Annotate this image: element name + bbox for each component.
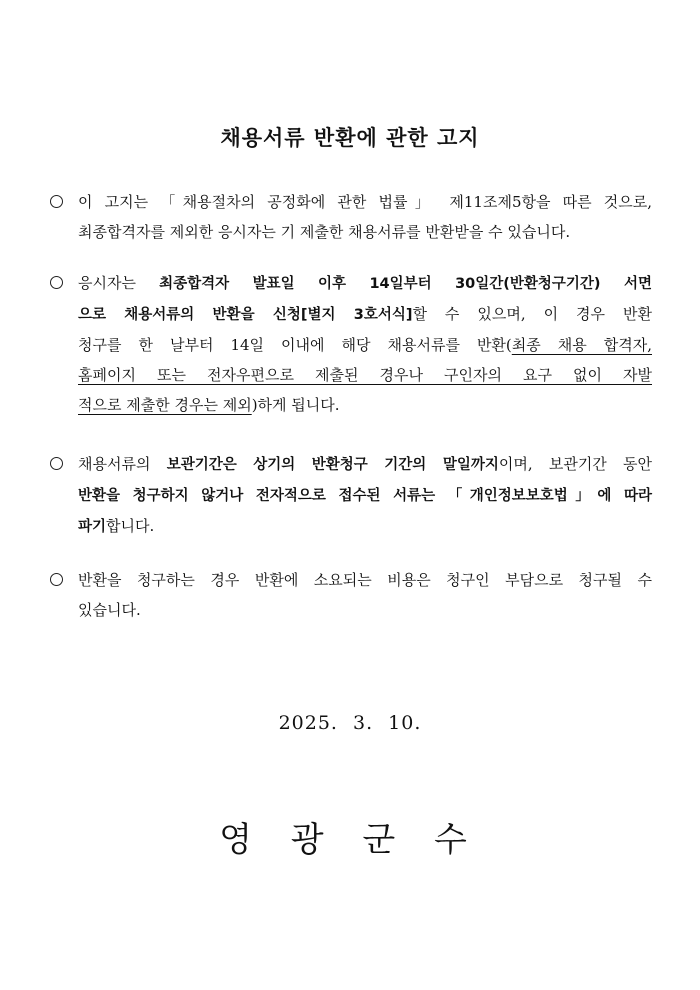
notice-line bbox=[78, 595, 652, 625]
notice-text bbox=[50, 268, 652, 420]
notice-line bbox=[78, 217, 652, 247]
notice-line bbox=[78, 449, 652, 480]
notice-text bbox=[50, 565, 652, 625]
circle-bullet-icon bbox=[50, 457, 63, 470]
notice-text-run: 이며, 보관기간 동안 bbox=[498, 455, 653, 473]
notice-line bbox=[78, 511, 652, 542]
notice-text bbox=[50, 187, 652, 247]
notice-line bbox=[78, 360, 652, 390]
notice-line bbox=[78, 268, 652, 299]
emphasized-text: 보관기간은 상기의 반환청구 기간의 말일까지 bbox=[166, 457, 499, 473]
notice-item-4 bbox=[50, 565, 652, 625]
circle-bullet-icon bbox=[50, 195, 63, 208]
notice-text-run: 청구를 한 날부터 14일 이내에 해당 채용서류를 반환( bbox=[78, 336, 512, 354]
document-title: 채용서류 반환에 관한 고지 bbox=[220, 126, 480, 150]
notice-text bbox=[50, 449, 652, 542]
notice-line bbox=[78, 187, 652, 217]
notice-text-run: 최종합격자를 제외한 응시자는 기 제출한 채용서류를 반환받을 수 있습니다. bbox=[78, 223, 571, 241]
notice-text-run: 채용서류의 bbox=[78, 455, 167, 473]
notice-line bbox=[78, 565, 652, 595]
notice-text-run: )하게 됩니다. bbox=[251, 396, 340, 414]
notice-line bbox=[78, 330, 652, 360]
underlined-text: 최종 채용 합격자, bbox=[511, 336, 652, 354]
notice-line bbox=[78, 480, 652, 511]
emphasized-text: 으로 채용서류의 반환을 신청[별지 3호서식] bbox=[78, 307, 413, 323]
notice-line bbox=[78, 299, 652, 330]
emphasized-text: 최종합격자 발표일 이후 14일부터 30일간(반환청구기간) 서면 bbox=[159, 276, 652, 292]
circle-bullet-icon bbox=[50, 573, 63, 586]
underlined-text: 홈페이지 또는 전자우편으로 제출된 경우나 구인자의 요구 없이 자발 bbox=[78, 366, 652, 384]
notice-text-run: 있습니다. bbox=[78, 601, 141, 619]
notice-text-run: 합니다. bbox=[106, 517, 155, 535]
notice-date: 2025. 3. 10. bbox=[278, 712, 422, 734]
notice-text-run: 응시자는 bbox=[78, 274, 160, 292]
emphasized-text: 파기 bbox=[78, 519, 107, 535]
notice-text-run: 반환을 청구하는 경우 반환에 소요되는 비용은 청구인 부담으로 청구될 수 bbox=[78, 571, 652, 589]
notice-item-1 bbox=[50, 187, 652, 247]
notice-text-run: 이 고지는 「채용절차의 공정화에 관한 법률」 제11조제5항을 따른 것으로, bbox=[78, 193, 652, 211]
notice-text-run: 할 수 있으며, 이 경우 반환 bbox=[412, 305, 652, 323]
notice-item-2 bbox=[50, 268, 652, 420]
underlined-text: 적으로 제출한 경우는 제외 bbox=[78, 396, 252, 414]
notice-line bbox=[78, 390, 652, 420]
notice-item-3 bbox=[50, 449, 652, 542]
emphasized-text: 반환을 청구하지 않거나 전자적으로 접수된 서류는 「개인정보보호법」에 따라 bbox=[78, 488, 652, 504]
issuer-name: 영 광 군 수 bbox=[219, 820, 481, 860]
circle-bullet-icon bbox=[50, 276, 63, 289]
